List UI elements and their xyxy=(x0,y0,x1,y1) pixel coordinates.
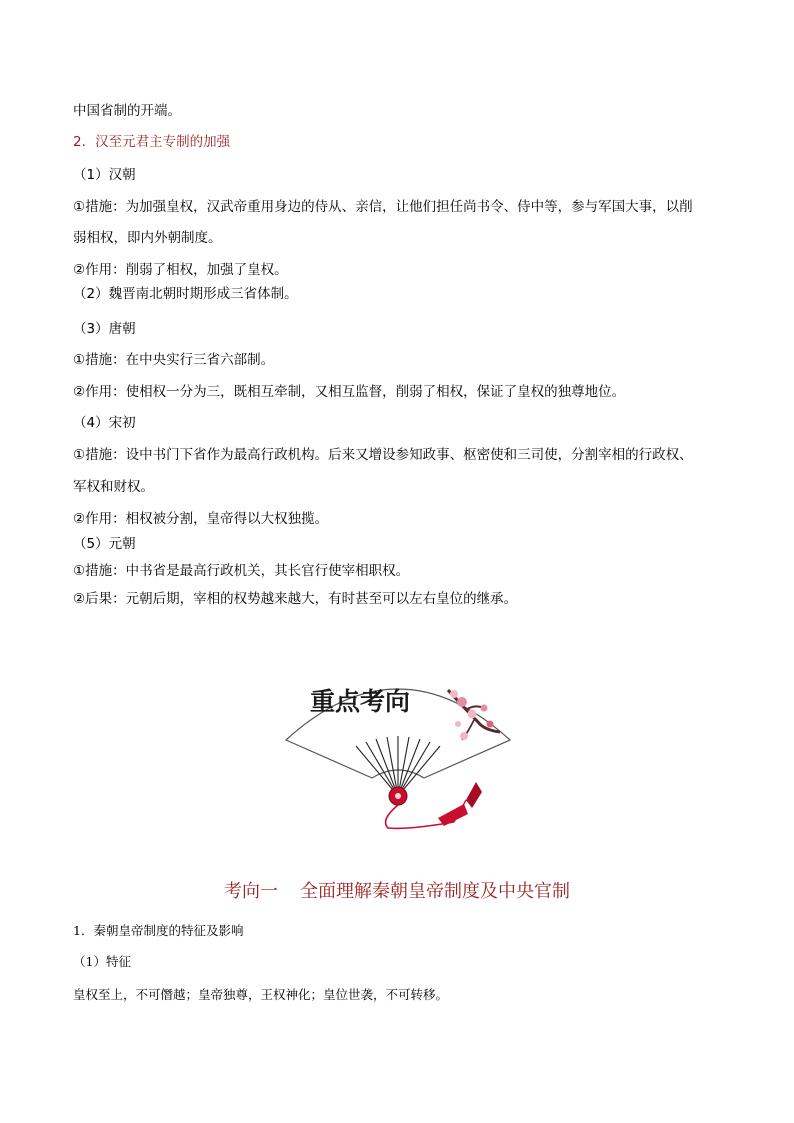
tassel-icon xyxy=(438,782,482,826)
text-line: （2）魏晋南北朝时期形成三省体制。 xyxy=(73,286,298,302)
text-line: 皇权至上，不可僭越；皇帝独尊，王权神化；皇位世袭，不可转移。 xyxy=(73,987,449,1002)
text-line: ②作用：削弱了相权，加强了皇权。 xyxy=(73,262,288,278)
text-line: （5）元朝 xyxy=(73,536,136,552)
text-line: ①措施：为加强皇权，汉武帝重用身边的侍从、亲信，让他们担任尚书令、侍中等，参与军国大事，以削 xyxy=(73,199,693,215)
fan-emblem xyxy=(278,650,518,830)
text-line: （1）汉朝 xyxy=(73,167,136,183)
text-line: 1．秦朝皇帝制度的特征及影响 xyxy=(73,923,244,938)
text-line: ①措施：在中央实行三省六部制。 xyxy=(73,352,275,368)
subheading: 2．汉至元君主专制的加强 xyxy=(73,134,231,150)
text-line: ②后果：元朝后期，宰相的权势越来越大，有时甚至可以左右皇位的继承。 xyxy=(73,591,518,607)
text-line: 军权和财权。 xyxy=(73,479,154,495)
text-line: ②作用：相权被分割，皇帝得以大权独揽。 xyxy=(73,511,329,527)
section-heading xyxy=(0,880,794,904)
text-line: （3）唐朝 xyxy=(73,321,136,337)
emblem-text: 重点考向 xyxy=(309,687,411,716)
section-title: 全面理解秦朝皇帝制度及中央官制 xyxy=(300,881,570,902)
text-line: （1）特征 xyxy=(73,954,131,969)
text-line: 弱相权，即内外朝制度。 xyxy=(73,230,222,246)
text-line: ②作用：使相权一分为三，既相互牵制，又相互监督，削弱了相权，保证了皇权的独尊地位。 xyxy=(73,384,626,400)
text-line: ①措施：设中书门下省作为最高行政机构。后来又增设参知政事、枢密使和三司使，分割宰相的行政权、 xyxy=(73,447,693,463)
text-line: ①措施：中书省是最高行政机关，其长官行使宰相职权。 xyxy=(73,563,410,579)
text-line: （4）宋初 xyxy=(73,415,136,431)
section-label: 考向一 xyxy=(224,881,278,902)
text-line: 中国省制的开端。 xyxy=(73,103,181,119)
